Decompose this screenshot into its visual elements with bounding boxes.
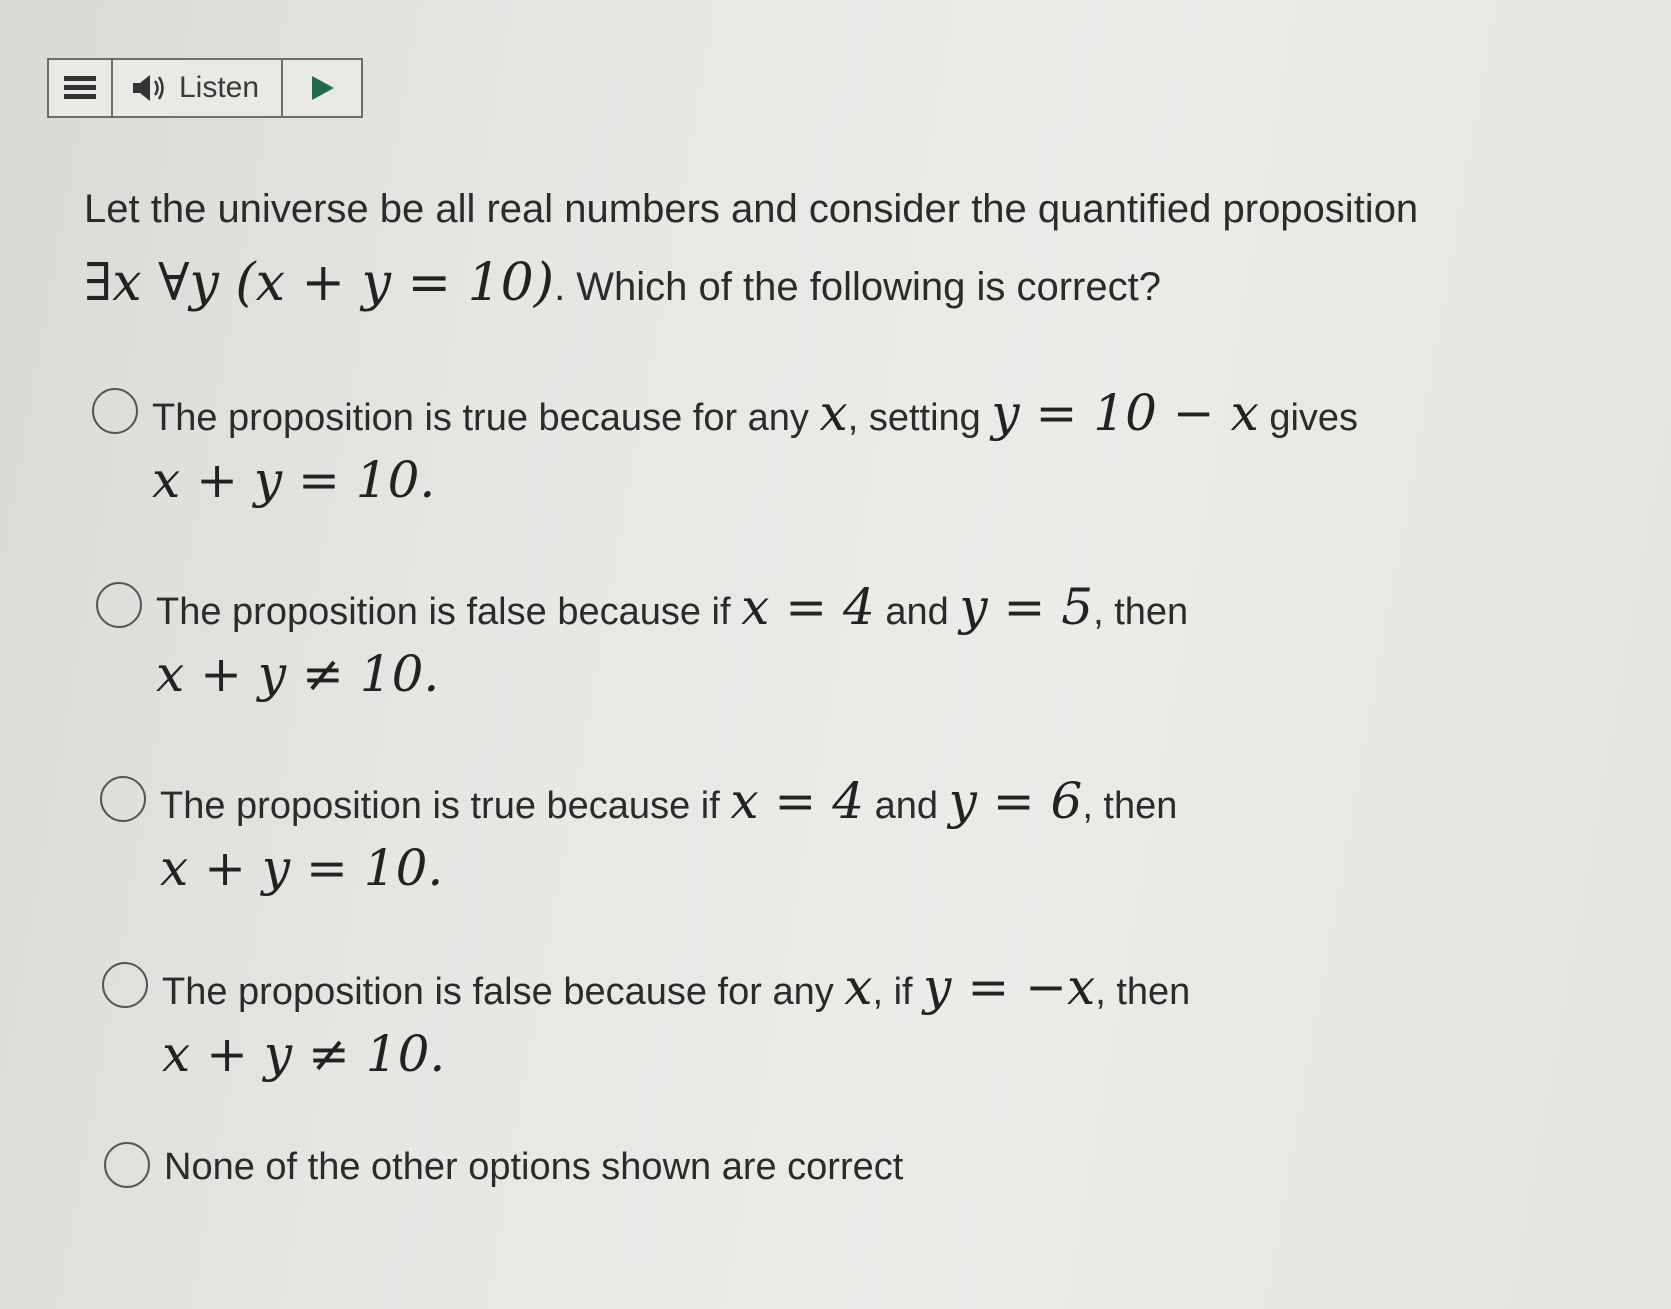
question-intro: Let the universe be all real numbers and consider the quantified proposition bbox=[84, 187, 1419, 231]
option-text-part: gives bbox=[1258, 397, 1359, 439]
option-math: y = −x bbox=[923, 958, 1096, 1016]
listen-label: Listen bbox=[179, 71, 260, 104]
option-math: x = 4 bbox=[741, 578, 875, 636]
question-formula: ∃x ∀y (x + y = 10) bbox=[84, 253, 555, 313]
option-math: x bbox=[819, 384, 848, 442]
answer-option[interactable] bbox=[96, 576, 1536, 705]
option-text bbox=[164, 1136, 1544, 1198]
answer-option[interactable] bbox=[104, 1136, 1544, 1198]
option-text-part: , setting bbox=[847, 397, 992, 439]
listen-toolbar bbox=[47, 58, 363, 118]
option-text-part: None of the other options shown are correct bbox=[164, 1146, 904, 1188]
answer-option[interactable] bbox=[100, 770, 1540, 899]
radio-button[interactable] bbox=[96, 582, 142, 628]
play-button[interactable] bbox=[283, 60, 361, 116]
hamburger-icon bbox=[62, 73, 98, 103]
play-icon bbox=[307, 73, 337, 103]
option-text-part: , then bbox=[1095, 971, 1191, 1013]
answer-option[interactable] bbox=[92, 382, 1532, 511]
option-text-part: , if bbox=[872, 971, 924, 1013]
option-text bbox=[156, 576, 1536, 705]
question-prompt: . Which of the following is correct? bbox=[554, 265, 1161, 309]
option-text bbox=[162, 956, 1542, 1085]
speaker-icon bbox=[131, 72, 167, 104]
option-text-part: and bbox=[864, 785, 949, 827]
option-text-part: and bbox=[874, 591, 960, 633]
option-math-line: x + y = 10. bbox=[152, 451, 436, 509]
option-text-part: The proposition is true because for any bbox=[152, 397, 820, 439]
option-math-line: x + y ≠ 10. bbox=[162, 1025, 446, 1083]
option-text bbox=[152, 382, 1532, 511]
option-math-line: x + y ≠ 10. bbox=[156, 645, 440, 703]
question-text bbox=[84, 172, 1604, 324]
radio-button[interactable] bbox=[100, 776, 146, 822]
listen-button[interactable] bbox=[113, 60, 283, 116]
answer-option[interactable] bbox=[102, 956, 1542, 1085]
option-text-part: The proposition is false because if bbox=[156, 591, 742, 633]
radio-button[interactable] bbox=[104, 1142, 150, 1188]
option-text bbox=[160, 770, 1540, 899]
radio-button[interactable] bbox=[102, 962, 148, 1008]
option-text-part: The proposition is true because if bbox=[160, 785, 731, 827]
option-text-part: , then bbox=[1082, 785, 1178, 827]
option-text-part: , then bbox=[1093, 591, 1189, 633]
menu-button[interactable] bbox=[49, 60, 113, 116]
option-math: x = 4 bbox=[730, 772, 865, 830]
option-math: x bbox=[844, 958, 873, 1016]
option-math: y = 5 bbox=[959, 578, 1094, 636]
option-text-part: The proposition is false because for any bbox=[162, 971, 845, 1013]
option-math-line: x + y = 10. bbox=[160, 839, 444, 897]
option-math: y = 6 bbox=[948, 772, 1083, 830]
radio-button[interactable] bbox=[92, 388, 138, 434]
option-math: y = 10 − x bbox=[991, 384, 1259, 442]
